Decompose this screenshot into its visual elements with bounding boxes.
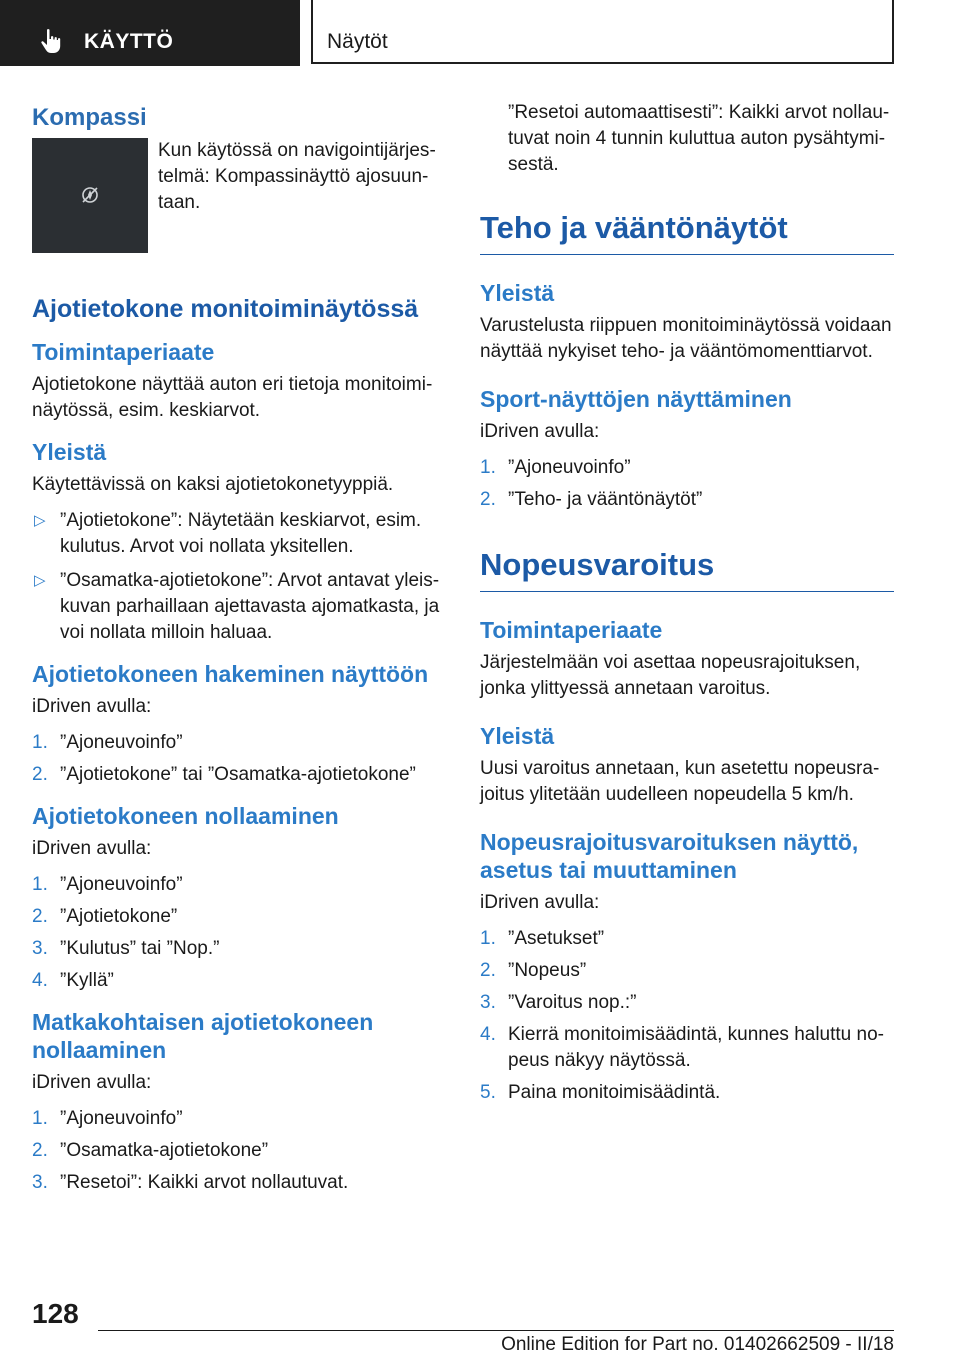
heading-general: Yleistä xyxy=(480,280,555,306)
chapter-title: Näytöt xyxy=(327,30,388,53)
sport-text: iDriven avulla: xyxy=(480,421,600,442)
list-item: 2. ”Osamatka-ajotietokone” xyxy=(32,1140,269,1161)
heading-principle: Toimintaperiaate xyxy=(32,339,215,365)
heading-fetch: Ajotietokoneen hakeminen näyttöön xyxy=(32,661,429,687)
section-tab xyxy=(0,0,300,66)
trip-reset-steps xyxy=(32,1106,444,1196)
heading-general: Yleistä xyxy=(480,723,555,749)
page-number: 128 xyxy=(32,1298,79,1329)
display-steps xyxy=(480,926,894,1106)
trip-computer-types xyxy=(32,508,444,646)
list-item: 5. Paina monitoimisäädintä. xyxy=(480,1082,721,1103)
heading-general: Yleistä xyxy=(32,439,107,465)
principle-text: Ajotietokone näyttää auton eri tietoja monitoiminäytössä, esim. keskiarvot. xyxy=(32,374,433,421)
heading-power-torque: Teho ja vääntönäytöt xyxy=(480,210,894,255)
triangle-bullet-icon: ▷ xyxy=(34,512,46,529)
list-item: 1. ”Ajoneuvoinfo” xyxy=(32,732,183,753)
list-item: 4. ”Kyllä” xyxy=(32,970,114,991)
compass-block xyxy=(32,138,444,268)
principle-text: Järjestelmään voi asettaa nopeusrajoituksen, jonka ylittyessä annetaan varoitus. xyxy=(480,652,861,699)
section-label: KÄYTTÖ xyxy=(84,30,174,53)
list-item: 1. ”Ajoneuvoinfo” xyxy=(32,1108,183,1129)
list-item: 2. ”Nopeus” xyxy=(480,960,587,981)
page-header xyxy=(0,0,960,66)
list-item: ▷ ”Osamatka-ajotietokone”: Arvot antavat yleiskuvan parhaillaan ajettavasta ajomatkasta, ja voi nollata milloin haluaa. xyxy=(34,570,440,643)
reset-steps xyxy=(32,872,444,994)
compass-off-icon xyxy=(80,185,100,205)
list-item: 3. ”Kulutus” tai ”Nop.” xyxy=(32,938,220,959)
list-item: 2. ”Teho- ja vääntönäytöt” xyxy=(480,489,703,510)
heading-sport: Sport-näyttöjen näyttäminen xyxy=(480,386,792,412)
list-item: ▷ ”Ajotietokone”: Näytetään keskiarvot, esim. kulutus. Arvot voi nollata yksitellen. xyxy=(34,510,422,557)
compass-display-image xyxy=(32,138,148,253)
display-text: iDriven avulla: xyxy=(480,892,600,913)
fetch-steps xyxy=(32,730,444,788)
list-item: 3. ”Resetoi”: Kaikki arvot nollautuvat. xyxy=(32,1172,349,1193)
trip-reset-text: iDriven avulla: xyxy=(32,1072,152,1093)
heading-reset: Ajotietokoneen nollaaminen xyxy=(32,803,339,829)
list-item: 1. ”Asetukset” xyxy=(480,928,605,949)
fetch-text: iDriven avulla: xyxy=(32,696,152,717)
reset-text: iDriven avulla: xyxy=(32,838,152,859)
heading-speed-warning: Nopeusvaroitus xyxy=(480,547,894,592)
sport-steps xyxy=(480,455,894,513)
general-text: Käytettävissä on kaksi ajotietokonetyyppiä. xyxy=(32,474,394,495)
compass-heading: Kompassi xyxy=(32,104,147,131)
right-column xyxy=(480,100,894,1114)
chapter-tab xyxy=(311,0,894,64)
list-item: 3. ”Varoitus nop.:” xyxy=(480,992,637,1013)
heading-trip-reset: Matkakohtaisen ajotietokoneen nollaaminen xyxy=(32,1009,374,1063)
heading-principle: Toimintaperiaate xyxy=(480,617,663,643)
list-item: 2. ”Ajotietokone” tai ”Osamatka-ajotietokone” xyxy=(32,764,416,785)
list-item: 4. Kierrä monitoimisäädintä, kunnes haluttu nopeus näkyy näytössä. xyxy=(480,1024,884,1071)
list-item: 1. ”Ajoneuvoinfo” xyxy=(480,457,631,478)
auto-reset-text: ”Resetoi automaattisesti”: Kaikki arvot nollautuvat noin 4 tunnin kuluttua auton pysähtymisestä. xyxy=(508,102,890,175)
edition-info: Online Edition for Part no. 01402662509 - II/18 xyxy=(501,1334,894,1355)
heading-trip-computer: Ajotietokone monitoiminäytössä xyxy=(32,295,419,323)
triangle-bullet-icon: ▷ xyxy=(34,572,46,589)
heading-display: Nopeusrajoitusvaroituksen näyttö, asetus tai muuttaminen xyxy=(480,829,859,883)
compass-text: Kun käytössä on navigointijärjestelmä: Kompassinäyttö ajosuuntaan. xyxy=(158,140,436,213)
list-item: 1. ”Ajoneuvoinfo” xyxy=(32,874,183,895)
general-text: Varustelusta riippuen monitoiminäytössä voidaan näyttää nykyiset teho- ja vääntömomenttiarvot. xyxy=(480,315,892,362)
left-column xyxy=(32,100,444,1204)
footer-divider xyxy=(98,1330,894,1331)
list-item: 2. ”Ajotietokone” xyxy=(32,906,178,927)
general-text: Uusi varoitus annetaan, kun asetettu nopeusrajoitus ylitetään uudelleen nopeudella 5 km/h. xyxy=(480,758,880,805)
hand-pointer-icon xyxy=(40,28,64,54)
